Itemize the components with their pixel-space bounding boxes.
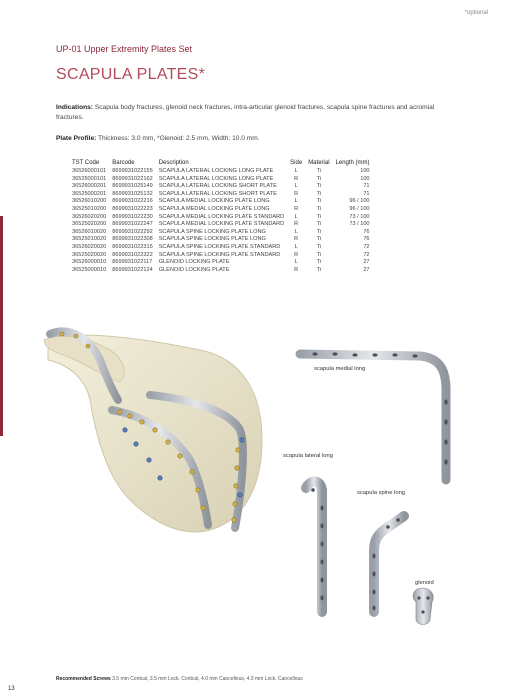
cell-tst-code: 36525020200	[72, 221, 107, 228]
cell-length: 73 / 100	[349, 213, 370, 220]
cell-tst-code: 36525010020	[72, 236, 107, 243]
cell-material: Ti	[316, 190, 322, 197]
product-spec-table	[72, 160, 376, 274]
cell-barcode: 8699931022315	[112, 243, 153, 250]
cell-barcode: 8699931025149	[112, 183, 153, 190]
table-row	[72, 176, 376, 184]
page-title: SCAPULA PLATES*	[56, 66, 206, 83]
cell-tst-code: 36525010200	[72, 205, 107, 212]
indications-paragraph	[56, 103, 456, 123]
cell-description: SCAPULA LATERAL LOCKING LONG PLATE	[158, 175, 274, 182]
cell-barcode: 8699931022322	[112, 251, 153, 258]
cell-length: 76	[363, 236, 370, 243]
cell-barcode: 8699931022117	[112, 259, 153, 266]
plate-medial-long	[300, 354, 446, 480]
cell-description: GLENOID LOCKING PLATE	[158, 266, 230, 273]
cell-barcode: 8699931022247	[112, 221, 153, 228]
cell-side: L	[294, 228, 298, 235]
header-tst-code: TST Code	[72, 160, 100, 166]
cell-length: 76	[363, 228, 370, 235]
cell-material: Ti	[316, 259, 322, 266]
label-scapula-medial-long: scapula medial long	[314, 366, 366, 372]
cell-tst-code: 36525020020	[72, 251, 107, 258]
label-scapula-lateral-long: scapula lateral long	[283, 453, 333, 459]
cell-barcode: 8699931022292	[112, 228, 153, 235]
cell-length: 72	[363, 251, 370, 258]
cell-side: L	[294, 259, 298, 266]
cell-tst-code: 36526010020	[72, 228, 107, 235]
cell-description: SCAPULA SPINE LOCKING PLATE STANDARD	[158, 251, 281, 258]
cell-tst-code: 36526000101	[72, 168, 107, 174]
cell-side: R	[294, 266, 299, 273]
plate-profile-text: Thickness: 3.0 mm, *Glenoid: 2.5 mm, Width: 10.0 mm.	[96, 135, 260, 142]
header-material: Material	[308, 160, 330, 166]
label-glenoid: glenoid	[415, 580, 434, 586]
cell-material: Ti	[316, 175, 322, 182]
cell-material: Ti	[316, 266, 322, 273]
plate-profile-paragraph	[56, 135, 260, 142]
header-length: Length (mm)	[335, 160, 370, 166]
cell-description: SCAPULA SPINE LOCKING PLATE LONG	[158, 236, 266, 243]
series-title: UP-01 Upper Extremity Plates Set	[56, 44, 193, 54]
cell-side: L	[294, 168, 298, 174]
table-row	[72, 259, 376, 267]
cell-side: R	[294, 190, 299, 197]
table-row	[72, 183, 376, 191]
table-header-row	[72, 160, 376, 168]
table-row	[72, 168, 376, 176]
cell-length: 100	[360, 168, 370, 174]
cell-description: SCAPULA LATERAL LOCKING SHORT PLATE	[158, 190, 277, 197]
cell-description: GLENOID LOCKING PLATE	[158, 259, 230, 266]
cell-length: 27	[363, 259, 370, 266]
table-row	[72, 244, 376, 252]
plate-spine-long	[374, 516, 404, 612]
cell-material: Ti	[316, 198, 322, 205]
cell-description: SCAPULA MEDIAL LOCKING PLATE LONG	[158, 205, 270, 212]
cell-description: SCAPULA MEDIAL LOCKING PLATE STANDARD	[158, 213, 285, 220]
plate-profile-label: Plate Profile:	[56, 135, 97, 142]
optional-note: *optional	[464, 10, 488, 16]
cell-barcode: 8699931022162	[112, 175, 153, 182]
cell-barcode: 8699931022155	[112, 168, 153, 174]
cell-material: Ti	[316, 251, 322, 258]
footer-label: Recommended Screws	[56, 676, 111, 682]
footer-text: 3.5 mm Cortical, 3.5 mm Lock. Cortical, 4.0 mm Cancellous, 4.0 mm Lock. Cancellous	[110, 676, 303, 682]
plate-lateral-long	[306, 482, 322, 613]
table-row	[72, 221, 376, 229]
cell-description: SCAPULA LATERAL LOCKING SHORT PLATE	[158, 183, 277, 190]
cell-length: 72	[363, 243, 370, 250]
cell-material: Ti	[316, 243, 322, 250]
table-row	[72, 206, 376, 214]
cell-side: L	[294, 198, 298, 205]
cell-material: Ti	[316, 228, 322, 235]
cell-material: Ti	[316, 213, 322, 220]
table-row	[72, 267, 376, 275]
cell-length: 100	[360, 175, 370, 182]
table-row	[72, 198, 376, 206]
cell-side: R	[294, 251, 299, 258]
cell-length: 96 / 100	[349, 198, 370, 205]
product-illustration	[0, 320, 508, 660]
cell-side: R	[294, 175, 299, 182]
cell-barcode: 8699931022124	[112, 266, 153, 273]
cell-barcode: 8699931022216	[112, 198, 153, 205]
cell-side: L	[294, 183, 298, 190]
cell-description: SCAPULA LATERAL LOCKING LONG PLATE	[158, 168, 274, 174]
table-row	[72, 252, 376, 260]
cell-tst-code: 36526010200	[72, 198, 107, 205]
cell-side: L	[294, 243, 298, 250]
cell-length: 96 / 100	[349, 205, 370, 212]
cell-description: SCAPULA SPINE LOCKING PLATE LONG	[158, 228, 266, 235]
cell-tst-code: 36525000010	[72, 266, 107, 273]
cell-material: Ti	[316, 236, 322, 243]
header-barcode: Barcode	[112, 160, 135, 166]
cell-tst-code: 36526000201	[72, 183, 107, 190]
cell-material: Ti	[316, 205, 322, 212]
cell-description: SCAPULA SPINE LOCKING PLATE STANDARD	[158, 243, 281, 250]
cell-tst-code: 36526000010	[72, 259, 107, 266]
cell-material: Ti	[316, 221, 322, 228]
table-row	[72, 214, 376, 222]
plate-glenoid	[413, 588, 433, 625]
header-description: Description	[158, 160, 189, 166]
cell-barcode: 8699931025132	[112, 190, 153, 197]
cell-side: R	[294, 221, 299, 228]
header-side: Side	[290, 160, 303, 166]
cell-length: 71	[363, 190, 370, 197]
cell-tst-code: 36525000201	[72, 190, 107, 197]
cell-barcode: 8699931022308	[112, 236, 153, 243]
cell-barcode: 8699931022230	[112, 213, 153, 220]
cell-description: SCAPULA MEDIAL LOCKING PLATE LONG	[158, 198, 270, 205]
table-row	[72, 191, 376, 199]
table-row	[72, 229, 376, 237]
recommended-screws-footer	[56, 676, 303, 682]
cell-tst-code: 36526020200	[72, 213, 107, 220]
cell-side: R	[294, 205, 299, 212]
page-number: 13	[8, 686, 15, 692]
cell-length: 73 / 100	[349, 221, 370, 228]
cell-side: L	[294, 213, 298, 220]
cell-material: Ti	[316, 168, 322, 174]
cell-length: 71	[363, 183, 370, 190]
cell-tst-code: 36526020020	[72, 243, 107, 250]
indications-label: Indications:	[56, 104, 93, 111]
cell-barcode: 8699931022223	[112, 205, 153, 212]
cell-side: R	[294, 236, 299, 243]
table-row	[72, 236, 376, 244]
table-body	[72, 168, 376, 274]
indications-text: Scapula body fractures, glenoid neck fractures, intra-articular glenoid fractures, scapula spine fractures and acromial fractures.	[56, 104, 435, 121]
cell-length: 27	[363, 266, 370, 273]
scapula-bone	[48, 335, 262, 532]
cell-description: SCAPULA MEDIAL LOCKING PLATE STANDARD	[158, 221, 285, 228]
label-scapula-spine-long: scapula spine long	[357, 490, 406, 496]
cell-material: Ti	[316, 183, 322, 190]
cell-tst-code: 36525000101	[72, 175, 107, 182]
